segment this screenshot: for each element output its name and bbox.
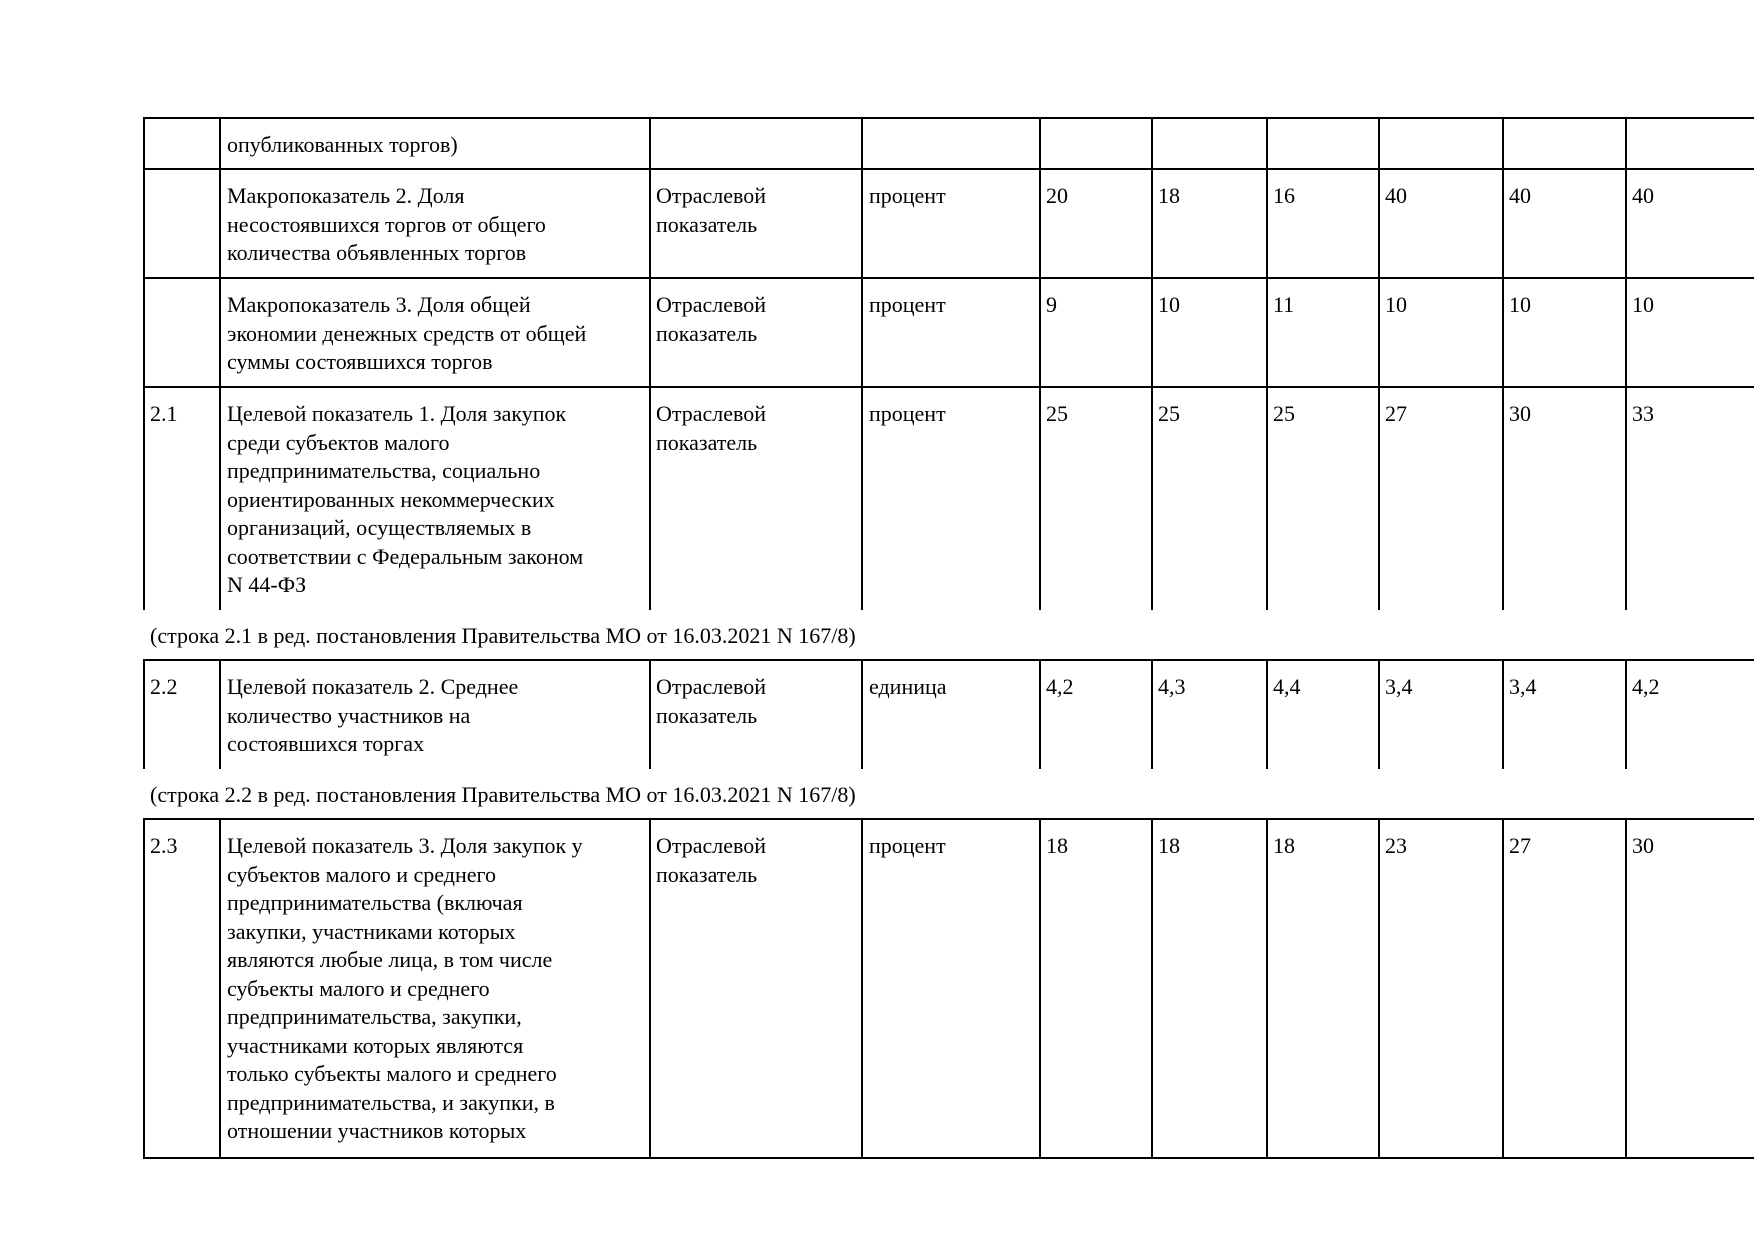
indicator-name-line: количества объявленных торгов	[227, 240, 527, 265]
indicator-name-line: суммы состоявшихся торгов	[227, 349, 493, 374]
indicator-type-line: показатель	[656, 429, 758, 455]
table-rule	[1625, 818, 1627, 1158]
row-number-cell: 2.2	[150, 674, 178, 699]
unit-cell: процент	[869, 183, 946, 208]
indicator-type-line: Отраслевой	[656, 292, 767, 317]
table-rule	[1039, 117, 1041, 610]
indicator-name-cell	[227, 291, 586, 377]
revision-note: (строка 2.1 в ред. постановления Правительства МО от 16.03.2021 N 167/8)	[150, 623, 856, 648]
indicator-name-line: экономии денежных средств от общей	[227, 320, 587, 346]
indicator-name-line: Целевой показатель 1. Доля закупок	[227, 401, 567, 426]
indicator-name-line: Целевой показатель 2. Среднее	[227, 674, 519, 699]
table-rule	[1151, 117, 1153, 610]
table-rule	[1378, 659, 1380, 769]
value-cell: 40	[1509, 183, 1531, 208]
value-cell: 4,2	[1046, 674, 1074, 699]
table-rule	[143, 818, 1754, 820]
table-rule	[649, 659, 651, 769]
table-rule	[219, 117, 221, 610]
table-rule	[1502, 117, 1504, 610]
table-rule	[649, 818, 651, 1158]
indicator-name-line: отношении участников которых	[227, 1118, 527, 1143]
unit-cell: процент	[869, 401, 946, 426]
table-rule	[143, 277, 1754, 279]
indicator-name-line: несостоявшихся торгов от общего	[227, 211, 546, 237]
table-rule	[1266, 117, 1268, 610]
table-rule	[1502, 659, 1504, 769]
table-rule	[1151, 659, 1153, 769]
table-rule	[143, 659, 145, 769]
indicator-name-line: Макропоказатель 2. Доля	[227, 183, 465, 208]
table-rule	[1039, 818, 1041, 1158]
table-rule	[143, 659, 1754, 661]
value-cell: 3,4	[1509, 674, 1537, 699]
value-cell: 25	[1273, 401, 1295, 426]
table-rule	[1378, 818, 1380, 1158]
table-rule	[219, 818, 221, 1158]
indicator-name-line: ориентированных некоммерческих	[227, 486, 555, 512]
indicator-name-cell	[227, 182, 546, 268]
indicator-type-cell	[656, 291, 766, 348]
indicator-name-line: состоявшихся торгах	[227, 731, 425, 756]
indicator-name-line: участниками которых являются	[227, 1032, 524, 1058]
indicator-type-line: Отраслевой	[656, 401, 767, 426]
indicator-name-line: опубликованных торгов)	[227, 132, 458, 157]
value-cell: 9	[1046, 292, 1057, 317]
indicator-type-line: показатель	[656, 861, 758, 887]
indicator-type-cell	[656, 182, 766, 239]
table-rule	[861, 659, 863, 769]
indicator-name-line: Макропоказатель 3. Доля общей	[227, 292, 531, 317]
value-cell: 27	[1509, 833, 1531, 858]
value-cell: 18	[1273, 833, 1295, 858]
revision-note: (строка 2.2 в ред. постановления Правительства МО от 16.03.2021 N 167/8)	[150, 782, 856, 807]
value-cell: 10	[1632, 292, 1654, 317]
indicator-name-line: предпринимательства (включая	[227, 890, 523, 915]
table-rule	[219, 659, 221, 769]
value-cell: 18	[1158, 183, 1180, 208]
table-rule	[1039, 659, 1041, 769]
value-cell: 20	[1046, 183, 1068, 208]
value-cell: 23	[1385, 833, 1407, 858]
table-rule	[143, 818, 145, 1158]
indicator-name-line: предпринимательства, социально	[227, 458, 541, 483]
table-rule	[861, 818, 863, 1158]
table-rule	[861, 117, 863, 610]
table-rule	[143, 386, 1754, 388]
indicator-name-cell	[227, 832, 583, 1146]
indicator-name-cell	[227, 673, 518, 759]
unit-cell: процент	[869, 292, 946, 317]
value-cell: 3,4	[1385, 674, 1413, 699]
indicator-type-line: Отраслевой	[656, 674, 767, 699]
value-cell: 10	[1385, 292, 1407, 317]
indicator-type-line: показатель	[656, 702, 758, 728]
indicator-name-line: среди субъектов малого	[227, 429, 450, 455]
value-cell: 16	[1273, 183, 1295, 208]
value-cell: 10	[1158, 292, 1180, 317]
table-rule	[1502, 818, 1504, 1158]
table-rule	[143, 168, 1754, 170]
indicator-name-line: соответствии с Федеральным законом	[227, 543, 584, 569]
value-cell: 30	[1632, 833, 1654, 858]
indicator-name-line: закупки, участниками которых	[227, 918, 516, 944]
row-number-cell: 2.1	[150, 401, 178, 426]
table-rule	[1625, 659, 1627, 769]
table-rule	[1266, 818, 1268, 1158]
unit-cell: процент	[869, 833, 946, 858]
value-cell: 40	[1632, 183, 1654, 208]
value-cell: 25	[1158, 401, 1180, 426]
indicator-type-line: Отраслевой	[656, 183, 767, 208]
indicator-type-cell	[656, 400, 766, 457]
indicator-type-line: показатель	[656, 320, 758, 346]
table-rule	[1625, 117, 1627, 610]
value-cell: 25	[1046, 401, 1068, 426]
indicator-name-cell	[227, 400, 583, 600]
table-rule	[143, 1157, 1754, 1159]
indicator-name-line: субъектов малого и среднего	[227, 861, 496, 887]
value-cell: 18	[1046, 833, 1068, 858]
value-cell: 10	[1509, 292, 1531, 317]
indicator-type-cell	[656, 832, 766, 889]
indicator-type-line: показатель	[656, 211, 758, 237]
indicator-type-line: Отраслевой	[656, 833, 767, 858]
indicator-name-line: N 44-ФЗ	[227, 572, 307, 597]
value-cell: 40	[1385, 183, 1407, 208]
indicator-type-cell	[656, 673, 766, 730]
indicator-name-line: Целевой показатель 3. Доля закупок у	[227, 833, 583, 858]
value-cell: 27	[1385, 401, 1407, 426]
indicator-name-line: количество участников на	[227, 702, 471, 728]
table-rule	[143, 117, 1754, 119]
table-rule	[1151, 818, 1153, 1158]
table-rule	[143, 117, 145, 610]
indicator-name-line: только субъекты малого и среднего	[227, 1061, 557, 1086]
value-cell: 11	[1273, 292, 1295, 317]
indicator-name-line: субъекты малого и среднего	[227, 975, 490, 1001]
value-cell: 30	[1509, 401, 1531, 426]
table-rule	[1378, 117, 1380, 610]
value-cell: 33	[1632, 401, 1654, 426]
value-cell: 4,2	[1632, 674, 1660, 699]
indicator-name-line: организаций, осуществляемых в	[227, 515, 532, 540]
indicator-name-line: являются любые лица, в том числе	[227, 947, 553, 972]
value-cell: 4,3	[1158, 674, 1186, 699]
table-rule	[1266, 659, 1268, 769]
table-rule	[649, 117, 651, 610]
value-cell: 18	[1158, 833, 1180, 858]
indicator-name-cell	[227, 131, 458, 160]
indicator-name-line: предпринимательства, и закупки, в	[227, 1089, 555, 1115]
row-number-cell: 2.3	[150, 833, 178, 858]
unit-cell: единица	[869, 674, 947, 699]
indicator-name-line: предпринимательства, закупки,	[227, 1004, 522, 1029]
value-cell: 4,4	[1273, 674, 1301, 699]
